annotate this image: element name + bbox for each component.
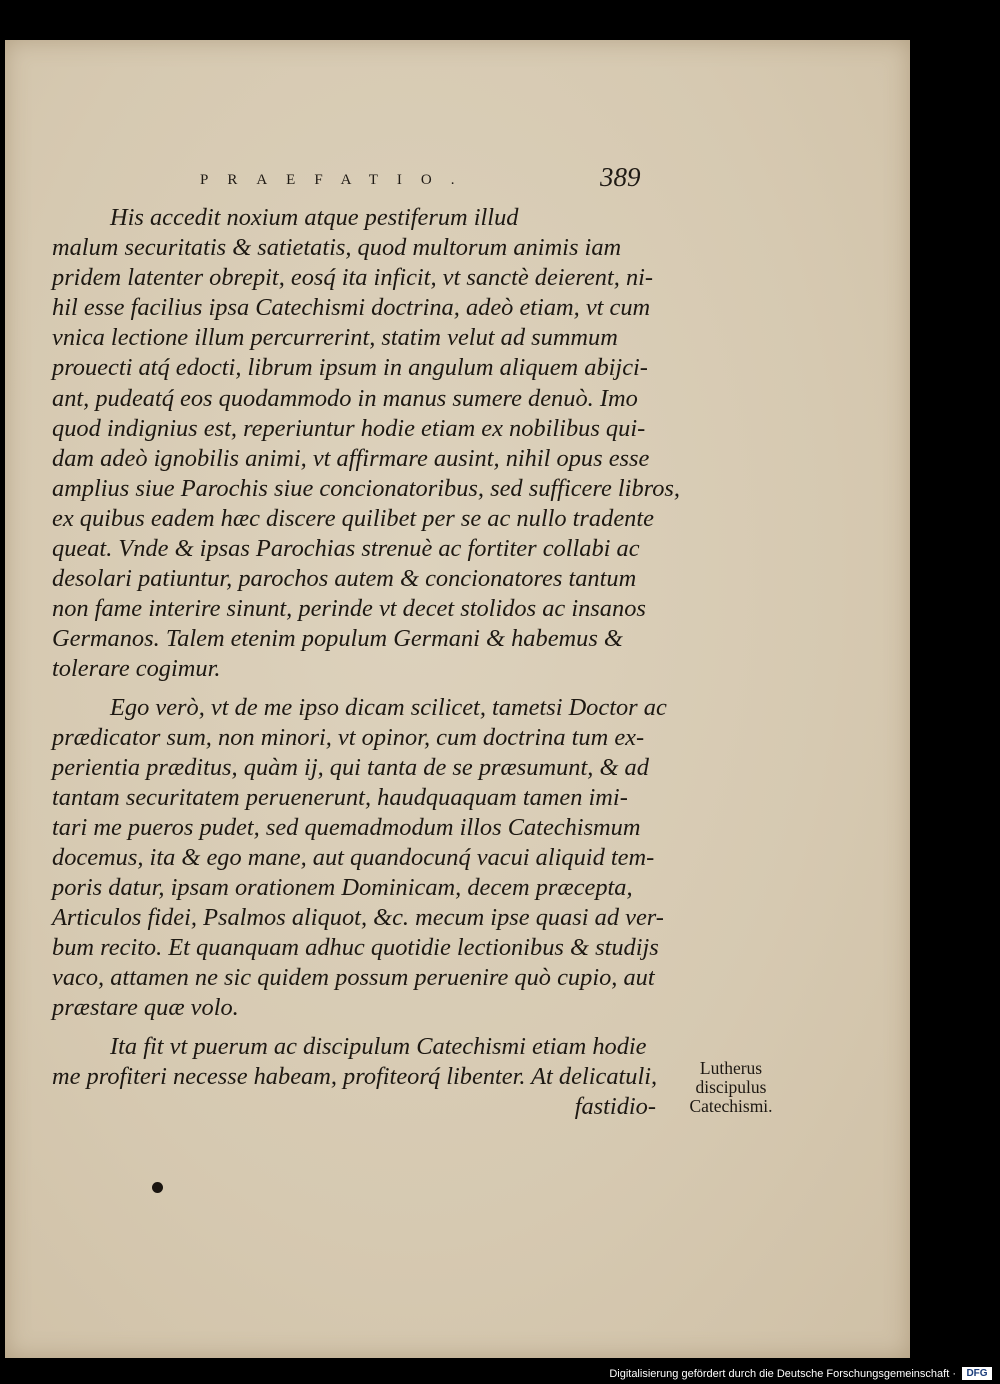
text-line: non fame interire sinunt, perinde vt decet stolidos ac insanos [52,595,646,623]
text-line: Ego verò, vt de me ipso dicam scilicet, tametsi Doctor ac [110,693,667,721]
text-line: pridem latenter obrepit, eosq́ ita inficit, vt sanctè deierent, ni- [52,264,654,292]
text-line: bum recito. Et quanquam adhuc quotidie lectionibus & studijs [52,934,659,962]
marginal-note-line: discipulus [695,1077,767,1097]
text-line: docemus, ita & ego mane, aut quandocunq́ vacui aliquid tem- [52,843,655,871]
text-line: vaco, attamen ne sic quidem possum peruenire quò cupio, aut [52,964,655,992]
text-line: prouecti atq́ edocti, librum ipsum in angulum aliquem abijci- [52,354,648,382]
text-line: prædicator sum, non minori, vt opinor, cum doctrina tum ex- [52,723,645,751]
marginal-note-line: Lutherus [699,1058,763,1078]
text-line: hil esse facilius ipsa Catechismi doctrina, adeò etiam, vt cum [52,294,651,322]
text-line: ex quibus eadem hæc discere quilibet per se ac nullo tradente [52,504,654,532]
funding-notice: Digitalisierung gefördert durch die Deutsche Forschungsgemeinschaft · [609,1368,956,1380]
catchword: fastidio- [574,1092,656,1120]
text-line: tari me pueros pudet, sed quemadmodum illos Catechismum [52,813,641,841]
text-line: dam adeò ignobilis animi, vt affirmare ausint, nihil opus esse [52,444,650,472]
text-line: vnica lectione illum percurrerint, statim velut ad summum [52,324,618,352]
text-line: malum securitatis & satietatis, quod multorum animis iam [52,234,622,262]
text-line: ant, pudeatq́ eos quodammodo in manus sumere denuò. Imo [52,384,638,412]
dfg-logo: DFG [962,1367,992,1380]
main-text [52,203,681,1122]
marginal-note-line: Catechismi. [689,1096,773,1116]
text-line: His accedit noxium atque pestiferum illud [110,204,519,231]
ink-spot [152,1182,163,1193]
text-line: Ita fit vt puerum ac discipulum Catechismi etiam hodie [110,1032,647,1060]
text-line: quod indignius est, reperiuntur hodie etiam ex nobilibus qui- [52,414,646,442]
text-line: tantam securitatem peruenerunt, haudquaquam tamen imi- [52,783,628,811]
text-line: perientia præditus, quàm ij, qui tanta de se præsumunt, & ad [52,753,649,781]
text-line: me profiteri necesse habeam, profiteorq́ libenter. At delicatuli, [52,1062,658,1090]
text-line: queat. Vnde & ipsas Parochias strenuè ac fortiter collabi ac [52,535,640,563]
text-line: Germanos. Talem etenim populum Germani & habemus & [52,625,623,653]
page-header [200,162,670,198]
page-number: 389 [600,162,641,192]
text-line: poris datur, ipsam orationem Dominicam, decem præcepta, [52,874,633,902]
text-line: amplius siue Parochis siue concionatoribus, sed sufficere libros, [52,474,681,502]
running-title: PRAEFATIO. [200,172,474,188]
text-line: Articulos fidei, Psalmos aliquot, &c. mecum ipse quasi ad ver- [52,904,664,932]
text-line: tolerare cogimur. [52,655,221,683]
text-line: præstare quæ volo. [52,994,239,1022]
marginal-note [666,1059,796,1116]
text-line: desolari patiuntur, parochos autem & concionatores tantum [52,565,637,593]
